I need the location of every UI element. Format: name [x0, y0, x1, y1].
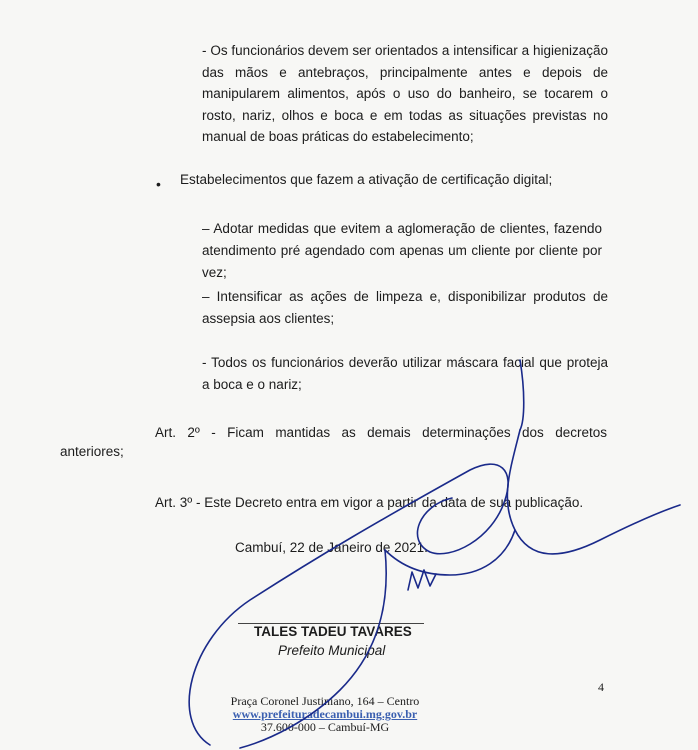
- footer-cep: 37.600-000 – Cambuí-MG: [260, 720, 390, 734]
- signatory-name: TALES TADEU TAVARES: [254, 624, 412, 639]
- paragraph-crowding: – Adotar medidas que evitem a aglomeração de clientes, fazendo atendimento pré agendado com apenas um cliente por cliente por vez;: [202, 221, 602, 280]
- bullet-icon: •: [156, 176, 161, 192]
- paragraph-hygiene: - Os funcionários devem ser orientados a intensificar a higienização das mãos e antebraços, principalmente antes e depois de manipularem alimentos, após o uso do banheiro, se tocarem o rosto, nariz, olhos e boca e em todas as situações previstas no manual de boas práticas do estabelecimento;: [202, 43, 608, 144]
- paragraph-masks: - Todos os funcionários deverão utilizar máscara facial que proteja a boca e o nariz;: [202, 355, 608, 392]
- page-number: 4: [598, 680, 604, 694]
- article-2: Art. 2º - Ficam mantidas as demais determinações dos decretos: [155, 425, 607, 440]
- article-2-continuation: anteriores;: [60, 444, 124, 459]
- paragraph-cleaning: – Intensificar as ações de limpeza e, disponibilizar produtos de assepsia aos clientes;: [202, 289, 608, 326]
- signatory-role: Prefeito Municipal: [278, 643, 386, 658]
- article-3: Art. 3º - Este Decreto entra em vigor a partir da data de sua publicação.: [155, 495, 584, 510]
- signing-date: Cambuí, 22 de Janeiro de 2021.: [235, 540, 428, 555]
- footer-address: Praça Coronel Justiniano, 164 – Centro: [230, 694, 420, 708]
- footer: [180, 695, 470, 734]
- footer-url[interactable]: www.prefeituradecambui.mg.gov.br: [232, 707, 418, 721]
- bullet-certification: Estabelecimentos que fazem a ativação de certificação digital;: [180, 172, 553, 187]
